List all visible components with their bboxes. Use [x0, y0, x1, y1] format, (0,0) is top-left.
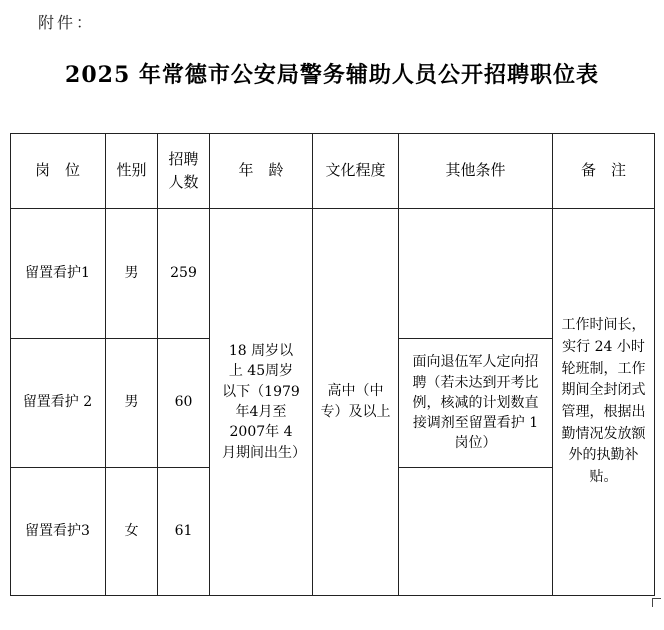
- recruitment-table: [10, 133, 664, 597]
- attachment-label: 附件：: [38, 13, 96, 32]
- header-remarks: 备 注: [580, 161, 626, 179]
- remarks-text: 工作时间长，实行 24 小时轮班制，工作期间全封闭式管理，根据出勤情况发放额外的执勤补贴。: [561, 317, 646, 486]
- row1-gender: 男: [124, 264, 139, 281]
- header-age: 年 龄: [238, 161, 284, 179]
- education-requirement: 高中（中专）及以上: [320, 383, 391, 420]
- header-other: 其他条件: [445, 161, 506, 179]
- header-education: 文化程度: [325, 161, 386, 179]
- header-position: 岗 位: [34, 161, 80, 179]
- age-requirement: 18 周岁以上 45周岁以下（1979年4月至 2007年 4 月期间出生）: [222, 343, 306, 461]
- table-border-right: [654, 133, 655, 596]
- row2-position: 留置看护 2: [22, 394, 93, 411]
- row2-gender: 男: [124, 394, 139, 411]
- row3-count: 61: [174, 522, 193, 539]
- row3-position: 留置看护3: [25, 522, 90, 539]
- page-corner-mark: [652, 598, 661, 607]
- row1-position: 留置看护1: [25, 264, 90, 281]
- header-gender: 性别: [116, 161, 147, 179]
- table-border-bottom: [10, 595, 655, 596]
- row1-count: 259: [170, 264, 197, 281]
- row3-gender: 女: [124, 522, 139, 539]
- table-other-rule-2: [398, 467, 552, 468]
- row2-count: 60: [174, 394, 193, 411]
- header-count: 招聘人数: [168, 150, 199, 191]
- document-title: 2025 年常德市公安局警务辅助人员公开招聘职位表: [65, 62, 599, 88]
- other-condition-row2: 面向退伍军人定向招聘（若未达到开考比例，核减的计划数直接调剂至留置看护 1 岗位）: [412, 354, 539, 452]
